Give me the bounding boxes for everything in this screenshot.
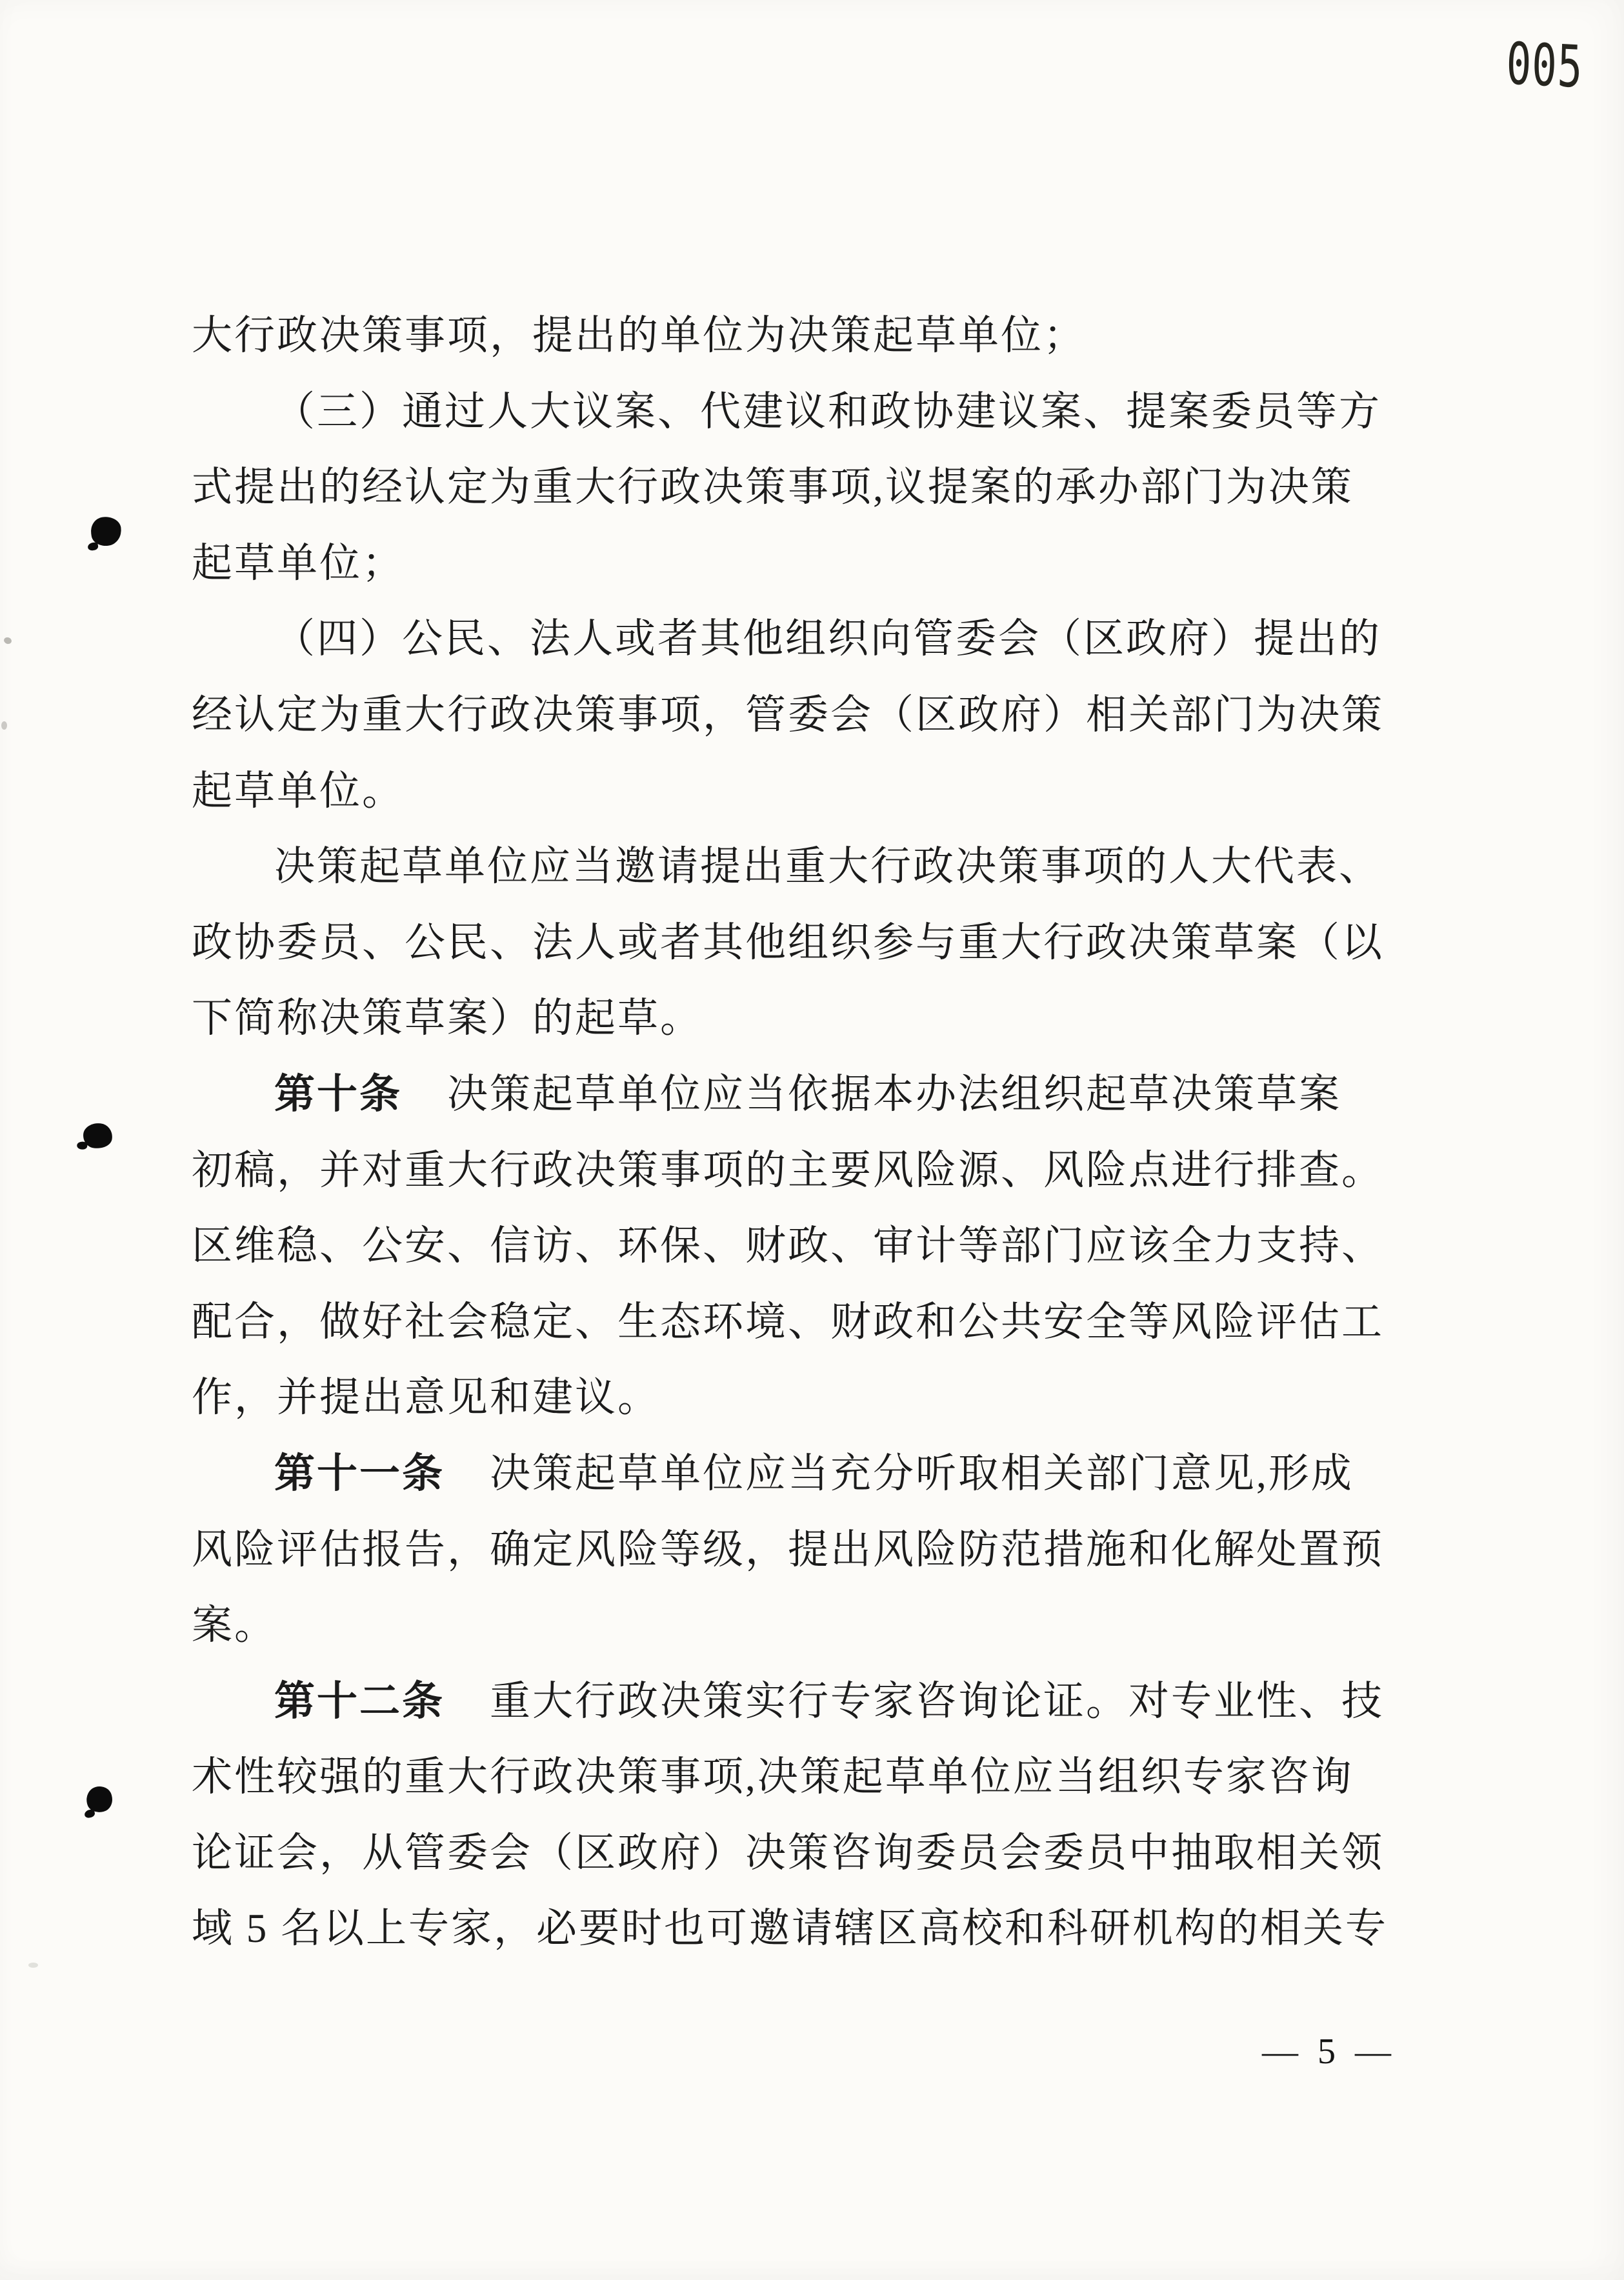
text-line (192, 450, 1411, 526)
line-text: 术性较强的重大行政决策事项,决策起草单位应当组织专家咨询 (192, 1754, 1354, 1800)
text-line (192, 1588, 1411, 1664)
scan-speck (28, 1963, 38, 1968)
line-text: （四）公民、法人或者其他组织向管委会（区政府）提出的 (274, 616, 1381, 662)
text-line (192, 1057, 1411, 1133)
text-line (192, 981, 1411, 1057)
text-line (192, 1739, 1411, 1815)
line-text: 风险评估报告，确定风险等级，提出风险防范措施和化解处置预 (192, 1526, 1384, 1572)
text-line (192, 1436, 1411, 1512)
line-text: 经认定为重大行政决策事项，管委会（区政府）相关部门为决策 (192, 692, 1384, 737)
ink-blob (82, 1122, 114, 1150)
line-text: 决策起草单位应当充分听取相关部门意见,形成 (490, 1450, 1354, 1496)
line-text: 论证会，从管委会（区政府）决策咨询委员会委员中抽取相关领 (192, 1830, 1384, 1875)
scan-speck (3, 636, 13, 645)
line-text: 下简称决策草案）的起草。 (192, 995, 703, 1041)
line-text: 起草单位； (192, 540, 405, 586)
line-text: 起草单位。 (192, 768, 405, 814)
line-text: 决策起草单位应当依据本办法组织起草决策草案 (447, 1071, 1341, 1117)
text-line (192, 1815, 1411, 1892)
text-line (192, 298, 1411, 374)
ink-blob (84, 1784, 115, 1815)
text-block (192, 298, 1411, 1967)
text-line (192, 829, 1411, 905)
line-text: 决策起草单位应当邀请提出重大行政决策事项的人大代表、 (274, 844, 1381, 890)
article-number: 第十条 (274, 1071, 402, 1117)
line-text: 域 5 名以上专家，必要时也可邀请辖区高校和科研机构的相关专 (192, 1906, 1388, 1952)
line-text: 大行政决策事项，提出的单位为决策起草单位； (192, 313, 1086, 358)
text-line (192, 677, 1411, 754)
line-text: 式提出的经认定为重大行政决策事项,议提案的承办部门为决策 (192, 465, 1354, 510)
text-line (192, 1133, 1411, 1209)
text-line (192, 1664, 1411, 1740)
text-line (192, 754, 1411, 830)
ink-blob (89, 515, 123, 548)
text-line (192, 1285, 1411, 1361)
text-line (192, 1891, 1411, 1967)
line-text: 初稿，并对重大行政决策事项的主要风险源、风险点进行排查。 (192, 1147, 1384, 1193)
handwritten-page-number: 005 (1505, 31, 1584, 102)
line-text: 重大行政决策实行专家咨询论证。对专业性、技 (490, 1678, 1384, 1724)
footer-page-number: — 5 — (1262, 2032, 1396, 2072)
text-line (192, 1360, 1411, 1436)
line-text: 案。 (192, 1603, 277, 1648)
article-number: 第十二条 (274, 1678, 445, 1724)
line-text: 作，并提出意见和建议。 (192, 1375, 660, 1421)
line-text: 政协委员、公民、法人或者其他组织参与重大行政决策草案（以 (192, 919, 1384, 965)
text-line (192, 526, 1411, 602)
line-text: 配合，做好社会稳定、生态环境、财政和公共安全等风险评估工 (192, 1299, 1384, 1345)
text-line (192, 1208, 1411, 1285)
text-line (192, 601, 1411, 677)
line-text: （三）通过人大议案、代建议和政协建议案、提案委员等方 (274, 388, 1381, 434)
text-line (192, 374, 1411, 450)
text-line (192, 905, 1411, 981)
scan-speck (1, 721, 7, 730)
text-line (192, 1512, 1411, 1588)
article-number: 第十一条 (274, 1450, 445, 1496)
line-text: 区维稳、公安、信访、环保、财政、审计等部门应该全力支持、 (192, 1223, 1384, 1269)
